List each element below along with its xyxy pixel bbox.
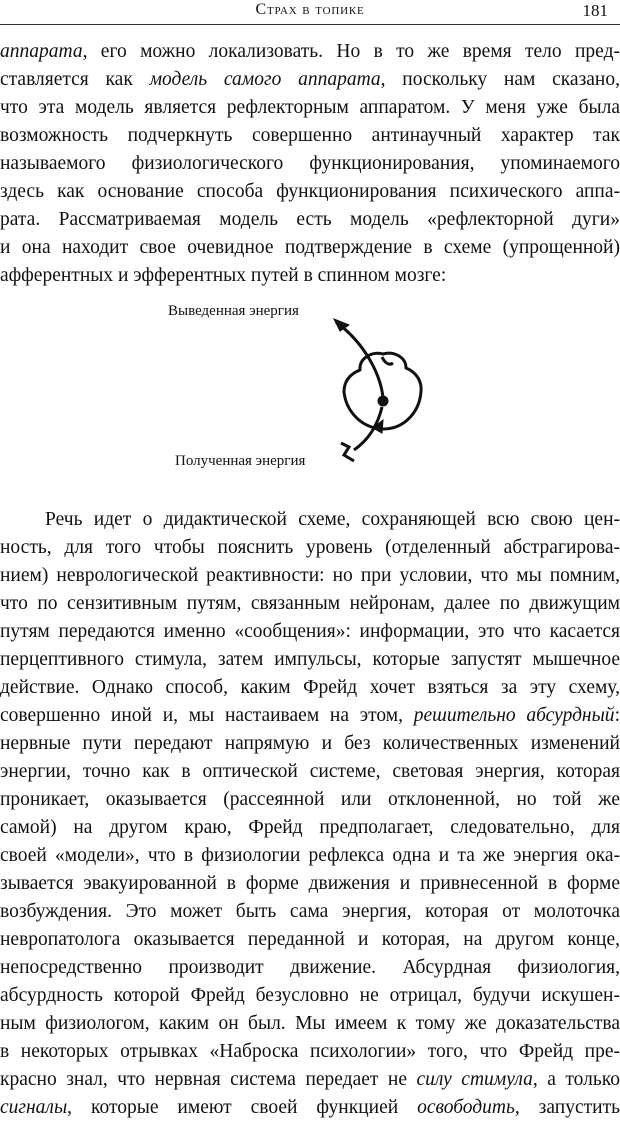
body-text: , поскольку нам сказано, <box>380 69 620 90</box>
italic-text: модель самого аппарата <box>149 69 381 90</box>
text-line <box>0 38 620 66</box>
italic-text: аппарата <box>0 41 83 62</box>
text-line <box>0 262 620 290</box>
body-text: что по сензитивным путям, связанным нейронам, далее по движущим <box>0 593 620 614</box>
body-text: путям передаются именно «сообщения»: информации, это что касается <box>0 621 620 642</box>
text-line <box>0 730 620 758</box>
body-text: непосредственно производит движение. Абсурдная физиология, <box>0 957 620 978</box>
text-line <box>0 234 620 262</box>
body-text: , его можно локализовать. Но в то же время тело пред- <box>82 41 620 62</box>
text-line <box>0 178 620 206</box>
text-line <box>0 786 620 814</box>
reflex-arc-diagram <box>120 295 460 480</box>
body-text: возбуждения. Это может быть сама энергия, которая от молоточка <box>0 901 620 922</box>
italic-text: освободить <box>417 1097 515 1118</box>
paragraph-2 <box>0 506 620 1122</box>
text-line <box>0 758 620 786</box>
text-line <box>0 1066 620 1094</box>
text-line <box>0 562 620 590</box>
text-line <box>0 1094 620 1122</box>
text-line <box>0 150 620 178</box>
text-line <box>0 590 620 618</box>
body-text: самой) на другом краю, Фрейд предполагает, следовательно, для <box>0 817 620 838</box>
body-text: абсурдность которой Фрейд безусловно не отрицал, будучи искушен- <box>0 985 620 1006</box>
body-text: действие. Однако способ, каким Фрейд хочет взяться за эту схему, <box>0 677 620 698</box>
reflex-arc-figure <box>120 295 460 480</box>
body-text: в некоторых отрывках «Наброска психологии» того, что Фрейд пре- <box>0 1041 620 1062</box>
body-text: проникает, оказывается (рассеянной или отклоненной, но той же <box>0 789 620 810</box>
page-number: 181 <box>582 1 608 20</box>
body-text: что эта модель является рефлекторным аппаратом. У меня уже была <box>0 97 620 118</box>
body-text: ность, для того чтобы пояснить уровень (отделенный абстрагирова- <box>0 537 620 558</box>
body-text: возможность подчеркнуть совершенно антинаучный характер так <box>0 125 620 146</box>
body-text: называемого физиологического функционирования, упоминаемого <box>0 153 620 174</box>
text-line <box>0 982 620 1010</box>
synapse-dot <box>378 396 389 407</box>
body-text: красно знал, что нервная система передает не <box>0 1069 417 1090</box>
body-text: своей «модели», что в физиологии рефлекса одна и та же энергия ока- <box>0 845 620 866</box>
body-text: : <box>614 705 620 726</box>
italic-text: решительно абсурдный <box>413 705 615 726</box>
italic-text: силу стимула <box>416 1069 533 1090</box>
text-line <box>0 646 620 674</box>
body-text: ставляется как <box>0 69 150 90</box>
header-rule <box>0 24 620 25</box>
body-text: афферентных и эфферентных путей в спинном мозге: <box>0 265 447 286</box>
text-line <box>0 1010 620 1038</box>
body-text: Речь идет о дидактической схеме, сохраняющей всю свою цен- <box>0 509 620 530</box>
figure-label-output-energy: Выведенная энергия <box>168 303 299 319</box>
italic-text: сигналы <box>0 1097 68 1118</box>
body-text: энергии, точно как в оптической системе, световая энергия, которая <box>0 761 620 782</box>
body-text: , которые имеют своей функцией <box>67 1097 418 1118</box>
text-line <box>0 94 620 122</box>
body-text: ным физиологом, каким он был. Мы имеем к тому же доказательства <box>0 1013 620 1034</box>
body-text: , а только <box>532 1069 620 1090</box>
body-text: и она находит свое очевидное подтверждение в схеме (упрощенной) <box>0 237 620 258</box>
body-text: , запустить <box>514 1097 620 1118</box>
text-line <box>0 618 620 646</box>
body-text: нием) неврологической реактивности: но при условии, что мы помним, <box>0 565 620 586</box>
body-text: совершенно иной и, мы настаиваем на этом, <box>0 705 414 726</box>
body-text: зывается эвакуированной в форме движения и привнесенной в форме <box>0 873 620 894</box>
body-text: рата. Рассматриваемая модель есть модель «рефлекторной дуги» <box>0 209 620 230</box>
text-line <box>0 66 620 94</box>
text-line <box>0 1038 620 1066</box>
receptor-ending <box>341 443 354 461</box>
text-line <box>0 926 620 954</box>
body-text: перцептивного стимула, затем импульсы, которые запустят мышечное <box>0 649 620 670</box>
text-line <box>0 506 620 534</box>
text-line <box>0 870 620 898</box>
text-line <box>0 814 620 842</box>
text-line <box>0 842 620 870</box>
text-line <box>0 954 620 982</box>
body-text: невропатолога оказывается переданной и которая, на другом конце, <box>0 929 620 950</box>
text-line <box>0 206 620 234</box>
running-title: Страх в топике <box>255 1 365 18</box>
text-line <box>0 702 620 730</box>
text-line <box>0 898 620 926</box>
body-text: нервные пути передают напрямую и без количественных изменений <box>0 733 620 754</box>
text-line <box>0 674 620 702</box>
body-text: здесь как основание способа функционирования психического аппа- <box>0 181 620 202</box>
figure-label-input-energy: Полученная энергия <box>175 453 306 469</box>
text-line <box>0 122 620 150</box>
paragraph-1 <box>0 38 620 290</box>
running-head <box>0 0 620 30</box>
text-line <box>0 534 620 562</box>
